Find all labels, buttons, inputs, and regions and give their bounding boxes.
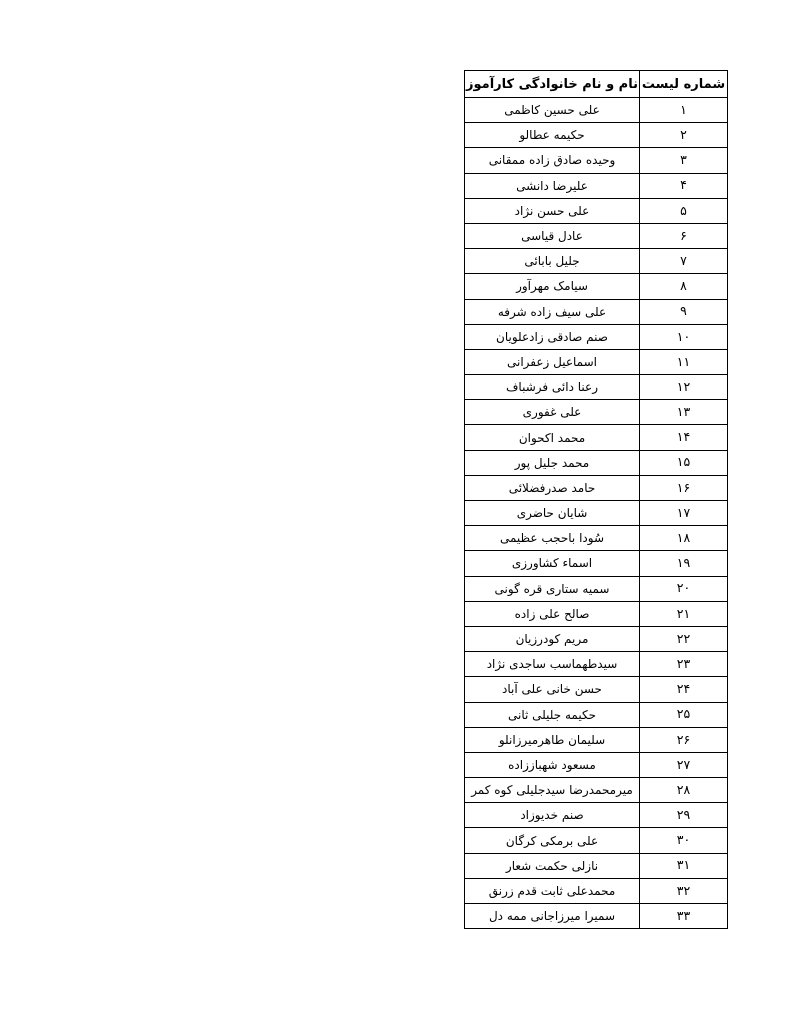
trainee-name-cell: شایان حاضری <box>465 501 640 526</box>
trainee-name-cell: صنم صادقی زادعلویان <box>465 324 640 349</box>
list-number-cell: ۱۲ <box>640 375 728 400</box>
list-number-cell: ۱۰ <box>640 324 728 349</box>
table-row <box>465 299 728 324</box>
trainee-name-cell: سمیرا میرزاجانی ممه دل <box>465 904 640 929</box>
list-number-cell: ۳۳ <box>640 904 728 929</box>
trainee-name-cell: اسماء کشاورزی <box>465 551 640 576</box>
table-row <box>465 526 728 551</box>
table-row <box>465 626 728 651</box>
trainee-name-cell: علی حسین کاظمی <box>465 98 640 123</box>
header-row <box>465 71 728 98</box>
table-header <box>465 71 728 98</box>
table-row <box>465 652 728 677</box>
table-body <box>465 98 728 929</box>
trainee-name-cell: سیامک مهرآور <box>465 274 640 299</box>
trainee-name-cell: حسن خانی علی آباد <box>465 677 640 702</box>
list-number-cell: ۱۸ <box>640 526 728 551</box>
list-number-cell: ۲۶ <box>640 727 728 752</box>
trainee-name-cell: حکیمه جلیلی ثانی <box>465 702 640 727</box>
table-row <box>465 677 728 702</box>
trainee-name-cell: علی حسن نژاد <box>465 198 640 223</box>
table-row <box>465 727 728 752</box>
table-row <box>465 551 728 576</box>
trainee-name-cell: اسماعیل زعفرانی <box>465 349 640 374</box>
list-number-cell: ۲۰ <box>640 576 728 601</box>
table-row <box>465 198 728 223</box>
trainee-name-cell: مسعود شهباززاده <box>465 752 640 777</box>
trainee-name-cell: عادل قیاسی <box>465 223 640 248</box>
table-row <box>465 324 728 349</box>
table-row <box>465 274 728 299</box>
list-number-cell: ۲۲ <box>640 626 728 651</box>
list-number-cell: ۱۳ <box>640 400 728 425</box>
list-number-cell: ۲۸ <box>640 778 728 803</box>
table-row <box>465 450 728 475</box>
trainee-name-cell: صالح علی زاده <box>465 601 640 626</box>
list-number-cell: ۱ <box>640 98 728 123</box>
trainee-name-cell: صنم خدیوزاد <box>465 803 640 828</box>
list-number-cell: ۲۹ <box>640 803 728 828</box>
list-number-cell: ۴ <box>640 173 728 198</box>
table-row <box>465 702 728 727</box>
table-row <box>465 853 728 878</box>
trainee-name-cell: محمد اکحوان <box>465 425 640 450</box>
trainee-name-cell: محمد جلیل پور <box>465 450 640 475</box>
trainee-name-cell: علی برمکی کرگان <box>465 828 640 853</box>
table-row <box>465 98 728 123</box>
table-row <box>465 904 728 929</box>
table-row <box>465 501 728 526</box>
table-row <box>465 601 728 626</box>
trainee-name-cell: سیدطهماسب ساجدی نژاد <box>465 652 640 677</box>
list-number-cell: ۲۳ <box>640 652 728 677</box>
table-row <box>465 148 728 173</box>
list-number-cell: ۶ <box>640 223 728 248</box>
table-row <box>465 576 728 601</box>
list-number-cell: ۵ <box>640 198 728 223</box>
list-number-cell: ۱۹ <box>640 551 728 576</box>
list-number-cell: ۸ <box>640 274 728 299</box>
trainee-name-cell: مریم کودرزیان <box>465 626 640 651</box>
trainee-name-cell: نازلی حکمت شعار <box>465 853 640 878</box>
list-number-cell: ۲۴ <box>640 677 728 702</box>
trainee-name-cell: رعنا دائی فرشباف <box>465 375 640 400</box>
list-number-cell: ۲۱ <box>640 601 728 626</box>
table-row <box>465 778 728 803</box>
trainee-name-cell: سمیه ستاری قره گونی <box>465 576 640 601</box>
list-number-cell: ۳۲ <box>640 878 728 903</box>
trainee-name-cell: میرمحمدرضا سیدجلیلی کوه کمر <box>465 778 640 803</box>
list-number-cell: ۷ <box>640 249 728 274</box>
table-row <box>465 123 728 148</box>
trainee-name-cell: علی غفوری <box>465 400 640 425</box>
trainee-name-cell: سلیمان طاهرمیرزانلو <box>465 727 640 752</box>
trainee-name-cell: جلیل بابائی <box>465 249 640 274</box>
table-row <box>465 400 728 425</box>
list-number-cell: ۳ <box>640 148 728 173</box>
table-row <box>465 173 728 198</box>
list-number-cell: ۲۷ <box>640 752 728 777</box>
list-number-cell: ۱۴ <box>640 425 728 450</box>
trainee-name-cell: سُودا باحجب عظیمی <box>465 526 640 551</box>
table-row <box>465 223 728 248</box>
trainee-name-cell: علی سیف زاده شرفه <box>465 299 640 324</box>
trainee-name-cell: محمدعلی ثابت قدم زرنق <box>465 878 640 903</box>
list-number-cell: ۲۵ <box>640 702 728 727</box>
list-number-cell: ۳۰ <box>640 828 728 853</box>
table-row <box>465 375 728 400</box>
trainee-name-cell: حامد صدرفضلائی <box>465 475 640 500</box>
trainee-list-table <box>464 70 728 929</box>
table-row <box>465 425 728 450</box>
table-row <box>465 475 728 500</box>
table-row <box>465 249 728 274</box>
table-row <box>465 349 728 374</box>
table-row <box>465 828 728 853</box>
table-row <box>465 803 728 828</box>
list-number-cell: ۱۷ <box>640 501 728 526</box>
list-number-cell: ۹ <box>640 299 728 324</box>
trainee-name-cell: حکیمه عطالو <box>465 123 640 148</box>
list-number-cell: ۲ <box>640 123 728 148</box>
list-number-cell: ۳۱ <box>640 853 728 878</box>
header-trainee-name: نام و نام خانوادگی کارآموز <box>465 71 640 98</box>
list-number-cell: ۱۵ <box>640 450 728 475</box>
list-number-cell: ۱۱ <box>640 349 728 374</box>
trainee-name-cell: علیرضا دانشی <box>465 173 640 198</box>
table-row <box>465 878 728 903</box>
list-number-cell: ۱۶ <box>640 475 728 500</box>
trainee-name-cell: وحیده صادق زاده ممقانی <box>465 148 640 173</box>
header-list-number: شماره لیست <box>640 71 728 98</box>
table-row <box>465 752 728 777</box>
